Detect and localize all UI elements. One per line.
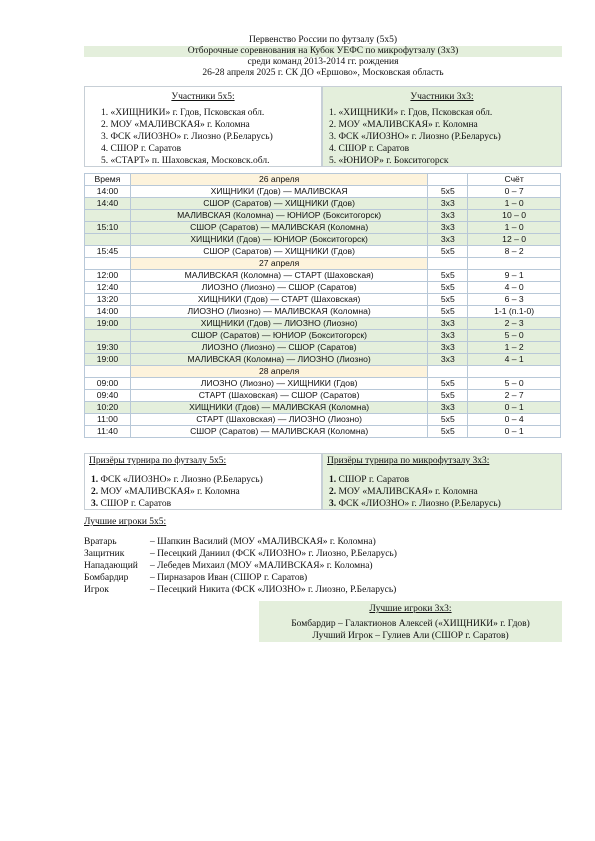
match-score: 5 – 0 <box>468 378 561 390</box>
day-spacer <box>468 258 561 270</box>
prize-place: 1. <box>329 475 337 485</box>
best-player-role: Игрок <box>84 585 109 595</box>
list-item: 4. СШОР г. Саратов <box>101 144 182 154</box>
match-teams: МАЛИВСКАЯ (Коломна) — ЮНИОР (Бокситогорск) <box>130 210 428 222</box>
table-row <box>85 402 561 414</box>
match-time: 10:20 <box>85 402 131 414</box>
header-age-group: среди команд 2013-2014 гг. рождения <box>247 57 399 67</box>
best-player-name: – Пирназаров Иван (СШОР г. Саратов) <box>150 573 308 583</box>
match-format: 5х5 <box>428 414 468 426</box>
participants-5x5-list <box>85 107 321 167</box>
match-format: 3х3 <box>428 318 468 330</box>
prizes-5x5-panel <box>84 453 322 510</box>
best-player-role: Бомбардир <box>84 573 129 583</box>
table-row <box>85 318 561 330</box>
prize-team: СШОР г. Саратов <box>100 499 172 509</box>
prize-team: МОУ «МАЛИВСКАЯ» г. Коломна <box>100 487 240 497</box>
day-spacer <box>85 366 131 378</box>
schedule-table <box>84 173 561 438</box>
participants-3x3-panel <box>322 86 562 167</box>
participants-3x3-title: Участники 3х3: <box>410 92 474 102</box>
match-teams: СШОР (Саратов) — МАЛИВСКАЯ (Коломна) <box>130 222 428 234</box>
day-spacer <box>428 258 468 270</box>
list-item: 3. ФСК «ЛИОЗНО» г. Лиозно (Р.Беларусь) <box>101 132 273 142</box>
day-header-row <box>85 366 561 378</box>
participants-3x3-list <box>323 107 561 167</box>
match-teams: ЛИОЗНО (Лиозно) — СШОР (Саратов) <box>130 342 428 354</box>
match-teams: ХИЩНИКИ (Гдов) — МАЛИВСКАЯ (Коломна) <box>130 402 428 414</box>
match-score: 1 – 0 <box>468 222 561 234</box>
prizes-3x3-panel <box>322 453 562 510</box>
header-title: Первенство России по футзалу (5х5) <box>248 35 398 45</box>
col-format-header <box>428 174 468 186</box>
best-players-3x3 <box>259 601 562 642</box>
match-format: 3х3 <box>428 234 468 246</box>
best-players-5x5 <box>84 516 397 596</box>
match-format: 5х5 <box>428 294 468 306</box>
match-teams: СШОР (Саратов) — ХИЩНИКИ (Гдов) <box>130 246 428 258</box>
best-3x3-scorer: Бомбардир – Галактионов Алексей («ХИЩНИКИ» г. Гдов) <box>291 619 530 629</box>
match-format: 3х3 <box>428 402 468 414</box>
match-teams: СШОР (Саратов) — ЮНИОР (Бокситогорск) <box>130 330 428 342</box>
match-score: 0 – 7 <box>468 186 561 198</box>
prize-place: 3. <box>91 499 99 509</box>
match-teams: СШОР (Саратов) — ХИЩНИКИ (Гдов) <box>130 198 428 210</box>
table-row <box>85 246 561 258</box>
best-player-name: – Лебедев Михаил (МОУ «МАЛИВСКАЯ» г. Коломна) <box>150 561 373 571</box>
match-teams: МАЛИВСКАЯ (Коломна) — ЛИОЗНО (Лиозно) <box>130 354 428 366</box>
table-row <box>85 210 561 222</box>
list-item <box>91 474 321 486</box>
list-item <box>329 486 561 498</box>
list-item: 5. «ЮНИОР» г. Бокситогорск <box>329 156 449 166</box>
table-row <box>85 294 561 306</box>
prize-team: СШОР г. Саратов <box>338 475 410 485</box>
day-spacer <box>428 366 468 378</box>
match-time: 19:00 <box>85 318 131 330</box>
prize-team: ФСК «ЛИОЗНО» г. Лиозно (Р.Беларусь) <box>338 499 501 509</box>
match-format: 3х3 <box>428 342 468 354</box>
prize-team: МОУ «МАЛИВСКАЯ» г. Коломна <box>338 487 478 497</box>
match-teams: ЛИОЗНО (Лиозно) — ХИЩНИКИ (Гдов) <box>130 378 428 390</box>
day-date: 28 апреля <box>130 366 428 378</box>
best-player-role: Вратарь <box>84 537 117 547</box>
col-score-header: Счёт <box>468 174 561 186</box>
match-time <box>85 234 131 246</box>
match-teams: СШОР (Саратов) — МАЛИВСКАЯ (Коломна) <box>130 426 428 438</box>
match-score: 2 – 7 <box>468 390 561 402</box>
match-time: 13:20 <box>85 294 131 306</box>
match-time: 14:00 <box>85 186 131 198</box>
day-spacer <box>85 258 131 270</box>
match-teams: ХИЩНИКИ (Гдов) — ЮНИОР (Бокситогорск) <box>130 234 428 246</box>
best-3x3-player: Лучший Игрок – Гулиев Али (СШОР г. Саратов) <box>312 631 509 641</box>
match-format: 3х3 <box>428 330 468 342</box>
match-time: 19:30 <box>85 342 131 354</box>
participants-5x5-title: Участники 5х5: <box>171 92 235 102</box>
match-score: 1 – 0 <box>468 198 561 210</box>
prizes-3x3-list <box>323 474 561 510</box>
match-score: 10 – 0 <box>468 210 561 222</box>
match-score: 6 – 3 <box>468 294 561 306</box>
match-score: 5 – 0 <box>468 330 561 342</box>
match-teams: МАЛИВСКАЯ (Коломна) — СТАРТ (Шаховская) <box>130 270 428 282</box>
prize-team: ФСК «ЛИОЗНО» г. Лиозно (Р.Беларусь) <box>100 475 263 485</box>
best-player-row <box>84 584 397 596</box>
best-player-name: – Шапкин Василий (МОУ «МАЛИВСКАЯ» г. Коломна) <box>150 537 376 547</box>
table-row <box>85 186 561 198</box>
match-teams: ЛИОЗНО (Лиозно) — СШОР (Саратов) <box>130 282 428 294</box>
match-teams: ХИЩНИКИ (Гдов) — МАЛИВСКАЯ <box>130 186 428 198</box>
best-player-role: Нападающий <box>84 561 138 571</box>
table-header-row <box>85 174 561 186</box>
match-time: 12:00 <box>85 270 131 282</box>
match-format: 5х5 <box>428 270 468 282</box>
match-format: 3х3 <box>428 222 468 234</box>
table-row <box>85 198 561 210</box>
best-player-name: – Песецкий Даниил (ФСК «ЛИОЗНО» г. Лиозно, Р.Беларусь) <box>150 549 397 559</box>
match-teams: СТАРТ (Шаховская) — СШОР (Саратов) <box>130 390 428 402</box>
participants-5x5-panel <box>84 86 322 167</box>
match-time: 19:00 <box>85 354 131 366</box>
match-score: 1 – 2 <box>468 342 561 354</box>
match-time: 11:00 <box>85 414 131 426</box>
match-score: 0 – 1 <box>468 402 561 414</box>
match-teams: СТАРТ (Шаховская) — ЛИОЗНО (Лиозно) <box>130 414 428 426</box>
match-time: 14:00 <box>85 306 131 318</box>
header-subtitle: Отборочные соревнования на Кубок УЕФС по микрофутзалу (3х3) <box>84 46 562 57</box>
best-5x5-title: Лучшие игроки 5х5: <box>84 517 167 527</box>
match-format: 3х3 <box>428 354 468 366</box>
col-match-header: 26 апреля <box>130 174 428 186</box>
match-time: 09:00 <box>85 378 131 390</box>
match-score: 0 – 1 <box>468 426 561 438</box>
match-format: 5х5 <box>428 246 468 258</box>
list-item: 1. «ХИЩНИКИ» г. Гдов, Псковская обл. <box>101 108 265 118</box>
document-header <box>84 35 562 79</box>
prize-place: 1. <box>91 475 99 485</box>
table-row <box>85 342 561 354</box>
match-score: 2 – 3 <box>468 318 561 330</box>
list-item <box>329 498 561 510</box>
match-time <box>85 330 131 342</box>
match-format: 3х3 <box>428 210 468 222</box>
list-item: 2. МОУ «МАЛИВСКАЯ» г. Коломна <box>101 120 250 130</box>
list-item: 2. МОУ «МАЛИВСКАЯ» г. Коломна <box>329 120 478 130</box>
match-score: 8 – 2 <box>468 246 561 258</box>
day-header-row <box>85 258 561 270</box>
match-format: 5х5 <box>428 282 468 294</box>
match-time: 12:40 <box>85 282 131 294</box>
table-row <box>85 270 561 282</box>
list-item: 1. «ХИЩНИКИ» г. Гдов, Псковская обл. <box>329 108 493 118</box>
schedule-body <box>85 186 561 438</box>
match-time <box>85 210 131 222</box>
table-row <box>85 330 561 342</box>
day-date: 27 апреля <box>130 258 428 270</box>
match-score: 4 – 0 <box>468 282 561 294</box>
prizes-5x5-title: Призёры турнира по футзалу 5х5: <box>89 456 227 466</box>
table-row <box>85 222 561 234</box>
table-row <box>85 234 561 246</box>
list-item <box>329 474 561 486</box>
list-item: 5. «СТАРТ» п. Шаховская, Московск.обл. <box>101 156 270 166</box>
match-score: 4 – 1 <box>468 354 561 366</box>
best-player-row <box>84 536 397 548</box>
best-player-role: Защитник <box>84 549 125 559</box>
match-teams: ХИЩНИКИ (Гдов) — ЛИОЗНО (Лиозно) <box>130 318 428 330</box>
best-player-row <box>84 572 397 584</box>
prizes-5x5-list <box>85 474 321 510</box>
list-item <box>91 498 321 510</box>
best-player-row <box>84 560 397 572</box>
table-row <box>85 306 561 318</box>
match-time: 15:10 <box>85 222 131 234</box>
col-time-header: Время <box>85 174 131 186</box>
match-time: 11:40 <box>85 426 131 438</box>
match-time: 09:40 <box>85 390 131 402</box>
match-teams: ХИЩНИКИ (Гдов) — СТАРТ (Шаховская) <box>130 294 428 306</box>
match-format: 5х5 <box>428 426 468 438</box>
list-item <box>91 486 321 498</box>
match-teams: ЛИОЗНО (Лиозно) — МАЛИВСКАЯ (Коломна) <box>130 306 428 318</box>
match-score: 9 – 1 <box>468 270 561 282</box>
header-dates-venue: 26-28 апреля 2025 г. СК ДО «Ершово», Московская область <box>202 68 444 78</box>
table-row <box>85 426 561 438</box>
prize-place: 2. <box>91 487 99 497</box>
day-spacer <box>468 366 561 378</box>
match-format: 3х3 <box>428 198 468 210</box>
best-3x3-title: Лучшие игроки 3х3: <box>369 604 452 614</box>
match-time: 15:45 <box>85 246 131 258</box>
match-format: 5х5 <box>428 186 468 198</box>
best-player-name: – Песецкий Никита (ФСК «ЛИОЗНО» г. Лиозно, Р.Беларусь) <box>150 585 397 595</box>
match-score: 1-1 (п.1-0) <box>468 306 561 318</box>
prize-place: 3. <box>329 499 337 509</box>
prize-place: 2. <box>329 487 337 497</box>
table-row <box>85 354 561 366</box>
best-player-row <box>84 548 397 560</box>
match-time: 14:40 <box>85 198 131 210</box>
table-row <box>85 414 561 426</box>
prizes-3x3-title: Призёры турнира по микрофутзалу 3х3: <box>327 456 490 466</box>
match-format: 5х5 <box>428 378 468 390</box>
list-item: 4. СШОР г. Саратов <box>329 144 410 154</box>
table-row <box>85 282 561 294</box>
table-row <box>85 390 561 402</box>
table-row <box>85 378 561 390</box>
match-format: 5х5 <box>428 390 468 402</box>
match-format: 5х5 <box>428 306 468 318</box>
list-item: 3. ФСК «ЛИОЗНО» г. Лиозно (Р.Беларусь) <box>329 132 501 142</box>
match-score: 12 – 0 <box>468 234 561 246</box>
match-score: 0 – 4 <box>468 414 561 426</box>
